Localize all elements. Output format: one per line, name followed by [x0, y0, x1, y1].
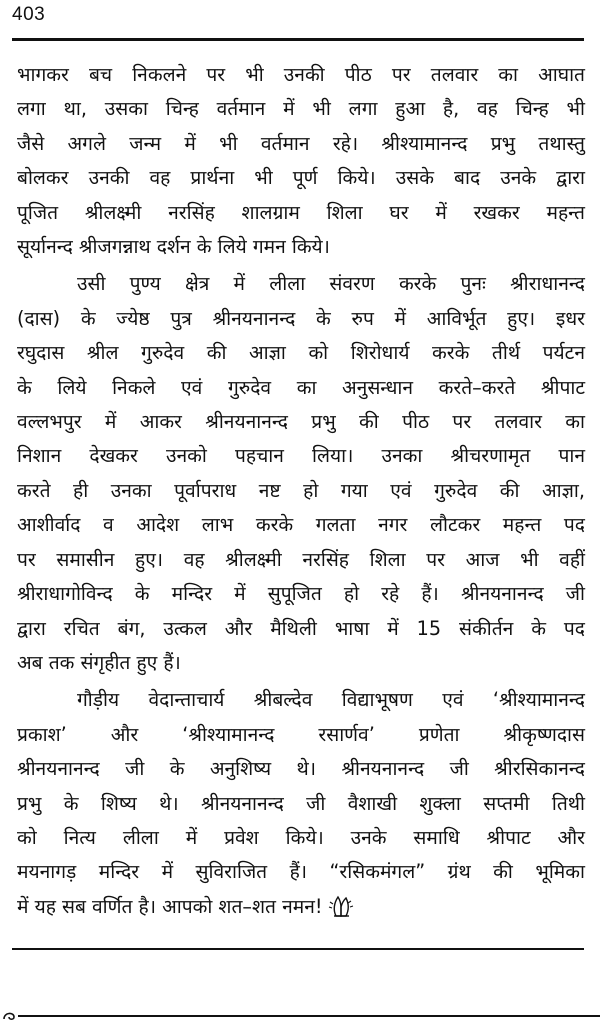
text-line: गौड़ीय वेदान्ताचार्य श्रीबल्देव विद्याभूषण एवं ‘श्रीश्यामानन्द [77, 688, 585, 712]
text-line: लगा था, उसका चिन्ह वर्तमान में भी लगा हुआ है, वह चिन्ह भी [17, 97, 585, 121]
text-line: वल्लभपुर में आकर श्रीनयनानन्द प्रभु की पीठ पर तलवार का [17, 410, 585, 434]
swirl-ornament-icon [2, 1009, 18, 1027]
page-number: 403 [12, 4, 46, 25]
paragraph-1 [17, 58, 585, 264]
text-line: बोलकर उनकी वह प्रार्थना भी पूर्ण किये। उसके बाद उनके द्वारा [17, 166, 585, 190]
footer-ornament [0, 1006, 600, 1026]
folded-hands-icon [327, 894, 357, 929]
closing-text: में यह सब वर्णित है। आपको शत–शत नमन! [17, 894, 323, 918]
text-line: भागकर बच निकलने पर भी उनकी पीठ पर तलवार का आघात [17, 63, 585, 86]
text-line: को नित्य लीला में प्रवेश किये। उनके समाधि श्रीपाट और [17, 825, 585, 849]
text-line: सूर्यानन्द श्रीजगन्नाथ दर्शन के लिये गमन किये। [17, 235, 330, 259]
text-line: प्रभु के शिष्य थे। श्रीनयनानन्द जी वैशाखी शुक्ला सप्तमी तिथी [17, 791, 585, 815]
text-line: निशान देखकर उनको पहचान लिया। उनका श्रीचरणामृत पान [17, 444, 585, 468]
text-line-last [17, 890, 585, 929]
footer-rule [12, 948, 584, 950]
text-line: द्वारा रचित बंग, उत्कल और मैथिली भाषा में 15 संकीर्तन के पद [17, 616, 585, 640]
text-line: अब तक संगृहीत हुए हैं। [17, 650, 181, 674]
text-line: (दास) के ज्येष्ठ पुत्र श्रीनयनानन्द के रुप में आविर्भूत हुए। इधर [17, 306, 585, 330]
paragraph-3 [17, 683, 585, 929]
text-line: करते ही उनका पूर्वापराध नष्ट हो गया एवं गुरुदेव की आज्ञा, [17, 478, 585, 502]
text-line: रघुदास श्रील गुरुदेव की आज्ञा को शिरोधार्य करके तीर्थ पर्यटन [17, 341, 585, 365]
text-line: के लिये निकले एवं गुरुदेव का अनुसन्धान करते–करते श्रीपाट [17, 375, 585, 399]
body-text [17, 58, 585, 929]
header-rule [12, 38, 584, 41]
text-line: मयनागड़ मन्दिर में सुविराजित हैं। “रसिकमंगल” ग्रंथ की भूमिका [17, 860, 585, 884]
paragraph-2 [17, 267, 585, 680]
text-line: प्रकाश’ और ‘श्रीश्यामानन्द रसार्णव’ प्रणेता श्रीकृष्णदास [17, 722, 585, 746]
text-line: पर समासीन हुए। वह श्रीलक्ष्मी नरसिंह शिला पर आज भी वहीं [17, 547, 585, 571]
text-line: पूजित श्रीलक्ष्मी नरसिंह शालग्राम शिला घर में रखकर महन्त [17, 200, 585, 224]
text-line: जैसे अगले जन्म में भी वर्तमान रहे। श्रीश्यामानन्द प्रभु तथास्तु [17, 131, 585, 155]
text-line: श्रीनयनानन्द जी के अनुशिष्य थे। श्रीनयनानन्द जी श्रीरसिकानन्द [17, 757, 585, 781]
text-line: उसी पुण्य क्षेत्र में लीला संवरण करके पुनः श्रीराधानन्द [77, 272, 585, 296]
text-line: श्रीराधागोविन्द के मन्दिर में सुपूजित हो रहे हैं। श्रीनयनानन्द जी [17, 582, 585, 606]
footer-bar [18, 1015, 600, 1017]
text-line: आशीर्वाद व आदेश लाभ करके गलता नगर लौटकर महन्त पद [17, 513, 585, 537]
